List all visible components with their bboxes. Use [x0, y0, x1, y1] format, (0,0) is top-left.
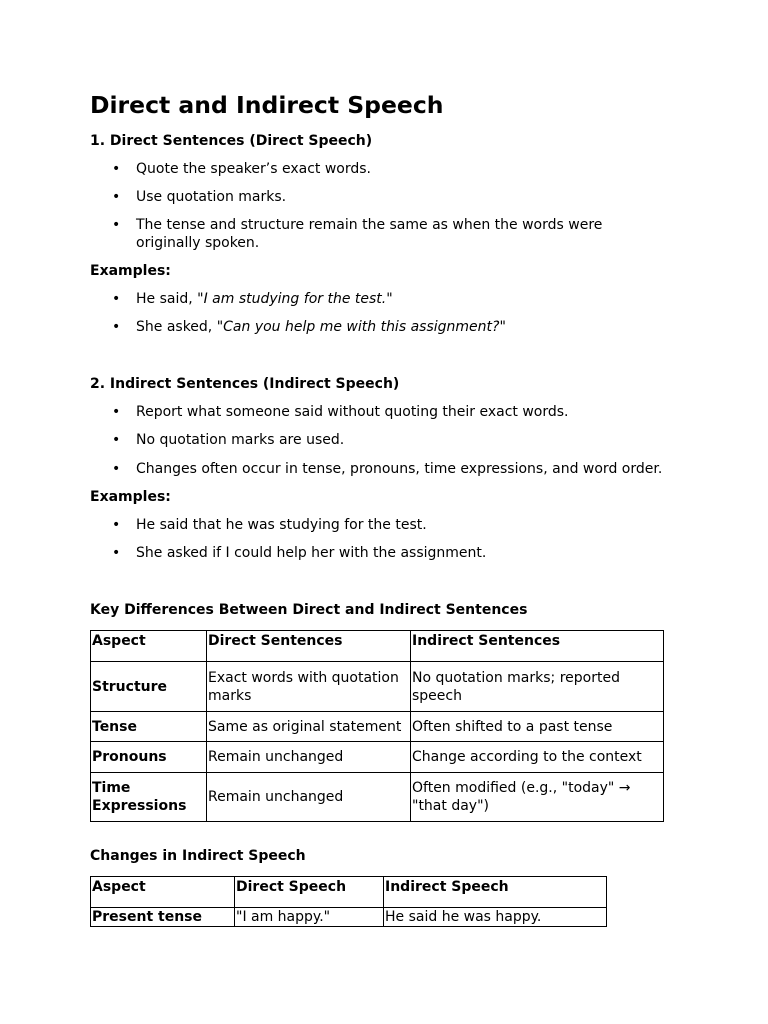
bullet-marker: •: [112, 432, 121, 448]
bullet-marker: •: [112, 545, 121, 561]
section-heading-direct: 1. Direct Sentences (Direct Speech): [90, 133, 373, 149]
list-item: No quotation marks are used.: [136, 432, 345, 448]
bullet-marker: •: [112, 189, 121, 205]
table-row: [91, 712, 664, 742]
column-header: Indirect Speech: [384, 877, 607, 908]
examples-label: Examples:: [90, 489, 171, 505]
row-label: Tense: [91, 712, 207, 742]
table-cell: Exact words with quotation marks: [207, 662, 411, 712]
example-item: [136, 318, 676, 336]
table-cell: Often modified (e.g., "today" → "that day"): [411, 773, 664, 822]
table-heading-key-differences: Key Differences Between Direct and Indirect Sentences: [90, 602, 528, 618]
column-header: Indirect Sentences: [411, 631, 664, 662]
list-item: Quote the speaker’s exact words.: [136, 161, 372, 177]
example-quote: Can you help me with this assignment?: [223, 319, 500, 335]
bullet-marker: •: [112, 517, 121, 533]
example-suffix: ": [386, 291, 393, 307]
row-label: Pronouns: [91, 742, 207, 773]
table-cell: Same as original statement: [207, 712, 411, 742]
bullet-marker: •: [112, 461, 121, 477]
list-item: Changes often occur in tense, pronouns, time expressions, and word order.: [136, 461, 663, 477]
example-prefix: He said, ": [136, 291, 204, 307]
table-cell: He said he was happy.: [384, 908, 607, 927]
column-header: Aspect: [91, 631, 207, 662]
bullet-marker: •: [112, 319, 121, 335]
table-cell: Change according to the context: [411, 742, 664, 773]
example-item: She asked if I could help her with the assignment.: [136, 545, 487, 561]
table-row: [91, 662, 664, 712]
example-suffix: ": [499, 319, 506, 335]
table-header-row: [91, 631, 664, 662]
list-item: Report what someone said without quoting their exact words.: [136, 404, 569, 420]
bullet-marker: •: [112, 404, 121, 420]
table-row: [91, 908, 607, 927]
column-header: Direct Speech: [235, 877, 384, 908]
example-prefix: She asked, ": [136, 319, 224, 335]
table-cell: Remain unchanged: [207, 742, 411, 773]
page-title: Direct and Indirect Speech: [90, 91, 444, 119]
column-header: Aspect: [91, 877, 235, 908]
table-cell: Remain unchanged: [207, 773, 411, 822]
example-item: [136, 290, 676, 308]
table-header-row: [91, 877, 607, 908]
table-cell: "I am happy.": [235, 908, 384, 927]
table-cell: Often shifted to a past tense: [411, 712, 664, 742]
bullet-marker: •: [112, 217, 121, 233]
example-quote: I am studying for the test.: [203, 291, 387, 307]
table-heading-changes: Changes in Indirect Speech: [90, 848, 306, 864]
example-item: He said that he was studying for the test.: [136, 517, 427, 533]
changes-table: [90, 876, 607, 927]
bullet-marker: •: [112, 161, 121, 177]
table-row: [91, 773, 664, 822]
list-item: The tense and structure remain the same as when the words were originally spoken.: [136, 217, 603, 251]
table-row: [91, 742, 664, 773]
bullet-marker: •: [112, 291, 121, 307]
table-cell: No quotation marks; reported speech: [411, 662, 664, 712]
key-differences-table: [90, 630, 664, 822]
row-label: Structure: [91, 662, 207, 712]
list-item: Use quotation marks.: [136, 189, 287, 205]
section-heading-indirect: 2. Indirect Sentences (Indirect Speech): [90, 376, 400, 392]
row-label: Present tense: [91, 908, 235, 927]
examples-label: Examples:: [90, 263, 171, 279]
row-label: Time Expressions: [91, 773, 207, 822]
column-header: Direct Sentences: [207, 631, 411, 662]
